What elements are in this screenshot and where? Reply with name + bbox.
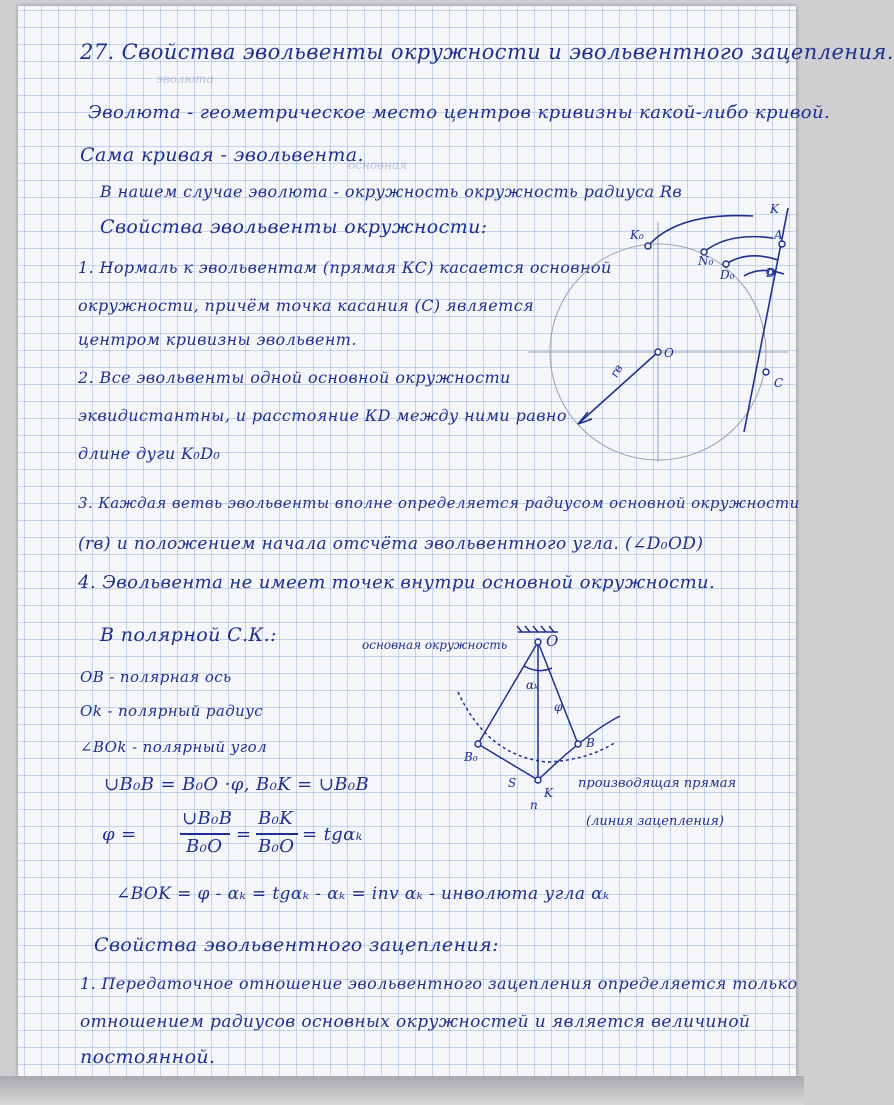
intro-line-2: Сама кривая - эвольвента. [80,144,364,166]
fig1-label-A: A [774,228,783,242]
formula-involute-function: ∠BOK = φ - αₖ = tgαₖ - αₖ = inv αₖ - инволюта угла αₖ [116,884,610,904]
polar-radius: Ok - полярный радиус [80,702,264,720]
fig2-label-S: S [508,776,517,790]
phi-frac1-num: ∪B₀B [182,808,233,829]
involute-curve-1 [648,216,753,246]
phi-eq: = [236,824,252,845]
polar-axis: OB - полярная ось [80,668,232,686]
page-title: 27. Свойства эвольвенты окружности и эвольвентного зацепления. [80,40,894,64]
fig2-label-B: B [586,736,595,750]
radius-rb [578,352,658,424]
fig2-generator-label: производящая прямая [578,776,737,791]
fig2-label-K: K [544,786,553,800]
property-line-1: 1. Нормаль к эвольвентам (прямая КС) касается основной [78,258,612,277]
fig2-label-O: O [546,632,559,650]
faint-note-base: основная [348,158,408,172]
fig1-label-N0: N₀ [698,254,714,268]
phi-frac1-bar [180,833,230,835]
fig1-label-rb: rв [607,361,626,381]
mesh-line-3: постоянной. [80,1046,216,1068]
line-OB0 [478,642,538,744]
fig1-label-C: C [774,376,784,390]
phi-lhs: φ = [102,824,137,845]
phi-frac2-num: B₀K [258,808,294,829]
polar-angle: ∠BOk - полярный угол [80,738,268,756]
property-line-7: 3. Каждая ветвь эвольвенты вполне определяется радиусом основной окружности [78,494,800,512]
fig1-label-D0: D₀ [720,268,735,282]
involute-curve-3 [726,256,778,264]
property-line-6: длине дуги K₀D₀ [78,444,221,463]
faint-note-evolute: эволюта [156,72,214,86]
involute-arc [538,716,620,780]
property-line-5: эквидистантны, и расстояние КD между ними равно [78,406,567,425]
property-line-4: 2. Все эвольвенты одной основной окружности [78,368,511,387]
phi-frac2-den: B₀O [258,836,295,857]
fig1-label-D: D [766,266,776,280]
property-line-8: (rв) и положением начала отсчёта эвольвентного угла. (∠D₀OD) [78,534,704,554]
property-line-2: окружности, причём точка касания (С) является [78,296,535,315]
intro-line-3: В нашем случае эволюта - окружность окружность радиуса Rв [100,182,683,201]
property-line-9: 4. Эвольвента не имеет точек внутри основной окружности. [78,572,716,593]
intro-line-1: Эволюта - геометрическое место центров кривизны какой-либо кривой. [88,102,831,123]
involute-curve-2 [704,237,773,252]
fig2-label-n: n [530,798,538,812]
fig1-label-K: K [770,202,779,216]
fig2-label-alpha: αₖ [526,678,539,692]
fig2-base-circle-label: основная окружность [362,638,508,652]
involute-circle-diagram [508,202,798,462]
page-bottom-shadow [0,1076,804,1105]
phi-frac1-den: B₀O [186,836,223,857]
fig2-label-phi: φ [554,700,563,714]
notebook-page [18,6,894,1076]
fig1-label-K0: K₀ [630,228,644,242]
property-line-3: центром кривизны эвольвент. [78,330,357,349]
formula-arc: ∪B₀B = B₀O ·φ, B₀K = ∪B₀B [104,774,370,795]
fig1-label-O: O [664,346,674,360]
generator-line [478,744,538,780]
mesh-properties-title: Свойства эвольвентного зацепления: [94,934,499,956]
formula-phi [102,808,362,864]
involute-curve-4 [744,270,784,276]
fig2-action-line-label: (линия зацепления) [586,814,724,829]
mesh-line-1: 1. Передаточное отношение эвольвентного зацепления определяется только [80,974,798,993]
base-arc [458,692,616,762]
line-OB [538,642,578,744]
mesh-line-2: отношением радиусов основных окружностей и является величиной [80,1012,751,1032]
polar-title: В полярной С.К.: [100,624,277,646]
fig2-label-B0: B₀ [464,750,478,764]
phi-frac2-bar [256,833,298,835]
involute-properties-title: Свойства эвольвенты окружности: [100,216,488,238]
phi-rhs: = tgαₖ [302,824,363,845]
